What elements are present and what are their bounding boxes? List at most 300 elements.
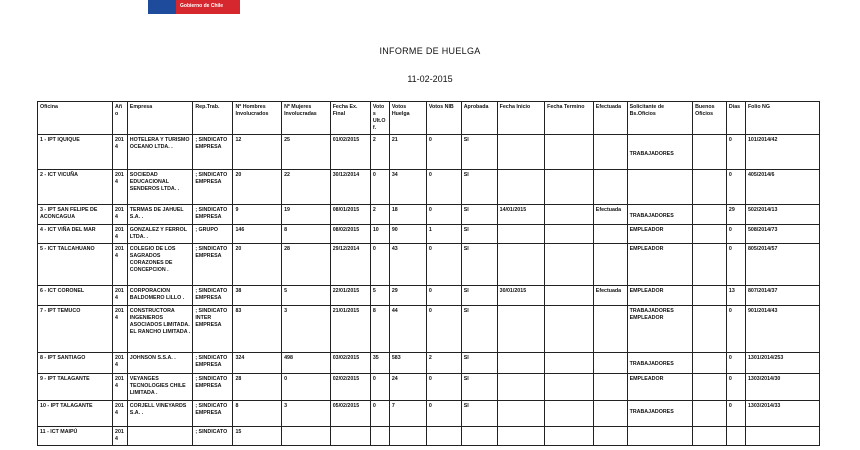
table-cell [127, 401, 193, 427]
table-cell [593, 225, 627, 244]
cell-text: 101/2014/42 [747, 137, 778, 143]
logo-text: Gobierno de Chile [180, 3, 224, 9]
cell-text: SOCIEDAD EDUCACIONAL SENDEROS LTDA. . [129, 172, 180, 192]
table-cell [113, 225, 128, 244]
table-cell [330, 306, 370, 353]
table-cell [113, 306, 128, 353]
cell-text: SI [463, 137, 469, 143]
cell-text: 10 [372, 227, 379, 233]
table-cell [426, 306, 461, 353]
table-cell [461, 427, 497, 446]
table-cell [330, 135, 370, 170]
col-header: Dias [726, 102, 745, 135]
table-cell [426, 401, 461, 427]
table-cell [389, 170, 426, 205]
table-row [38, 353, 820, 374]
table-cell [370, 306, 389, 353]
table-cell [497, 205, 545, 225]
table-cell [38, 306, 113, 353]
col-header: Votos Huelga [389, 102, 426, 135]
cell-text: 28 [284, 246, 290, 252]
cell-text: 1303/2014/33 [747, 403, 781, 409]
report-title: INFORME DE HUELGA [379, 46, 481, 56]
col-header: Solicitante de Bs.Oficios [627, 102, 693, 135]
table-cell [193, 427, 233, 446]
cell-text: 508/2014/73 [747, 227, 778, 233]
table-cell [627, 374, 693, 401]
cell-text: EMPLEADOR [629, 288, 664, 294]
table-cell [545, 427, 594, 446]
table-cell [461, 401, 497, 427]
cell-text: TRABAJADORES [629, 213, 674, 219]
cell-text: 43 [391, 246, 398, 252]
table-cell [497, 353, 545, 374]
table-cell [370, 135, 389, 170]
table-cell [545, 170, 594, 205]
table-cell [627, 205, 693, 225]
cell-text: ; SINDICATO INTER EMPRESA [195, 308, 228, 328]
table-cell [593, 170, 627, 205]
cell-text: 15 [235, 429, 242, 435]
cell-text: 0 [728, 172, 732, 178]
cell-text: ; SINDICATO EMPRESA [195, 246, 228, 259]
cell-text: 1303/2014/30 [747, 376, 781, 382]
cell-text: 44 [391, 308, 398, 314]
table-cell [193, 306, 233, 353]
table-cell [282, 353, 331, 374]
table-cell [370, 170, 389, 205]
cell-text: 28 [235, 376, 242, 382]
table-row [38, 427, 820, 446]
table-cell [233, 170, 282, 205]
table-cell [426, 135, 461, 170]
table-cell [127, 205, 193, 225]
cell-text: 8 [284, 227, 288, 233]
col-header: Aprobada [461, 102, 497, 135]
cell-text: 0 [428, 207, 432, 213]
cell-text: SI [463, 172, 469, 178]
table-cell [627, 135, 693, 170]
table-cell [127, 170, 193, 205]
table-cell [545, 401, 594, 427]
cell-text: EMPLEADOR [629, 227, 664, 233]
table-cell [38, 225, 113, 244]
table-cell [745, 401, 819, 427]
table-cell [497, 244, 545, 286]
cell-text: 21 [391, 137, 398, 143]
table-cell [233, 401, 282, 427]
table-cell [593, 306, 627, 353]
cell-text: 2014 [115, 137, 124, 150]
cell-text: 02/02/2015 [332, 376, 360, 382]
cell-text: 90 [391, 227, 398, 233]
col-header: Rep.Trab. [193, 102, 233, 135]
cell-text: ; SINDICATO EMPRESA [195, 288, 228, 301]
table-cell [113, 286, 128, 306]
cell-text: SI [463, 207, 469, 213]
cell-text: 498 [284, 355, 293, 361]
cell-text: 146 [235, 227, 245, 233]
table-cell [726, 401, 745, 427]
col-header: Votos Ult.Of. [370, 102, 389, 135]
cell-text: 0 [728, 376, 732, 382]
table-cell [745, 353, 819, 374]
table-cell [38, 427, 113, 446]
table-cell [127, 225, 193, 244]
table-cell [282, 374, 331, 401]
table-cell [726, 225, 745, 244]
cell-text: 22 [284, 172, 290, 178]
cell-text: JOHNSON S.S.A. . [129, 355, 176, 361]
table-cell [593, 374, 627, 401]
logo-blue-block [148, 0, 176, 14]
cell-text: 2014 [115, 355, 124, 368]
table-cell [426, 427, 461, 446]
cell-text: 1301/2014/253 [747, 355, 784, 361]
col-header: Nº Hombres Involucrados [233, 102, 282, 135]
table-cell [389, 374, 426, 401]
table-cell [693, 286, 727, 306]
cell-text: ; SINDICATO EMPRESA [195, 172, 228, 185]
cell-text: 0 [728, 227, 732, 233]
table-cell [127, 353, 193, 374]
cell-text: 21/01/2015 [332, 308, 360, 314]
cell-text: 22/01/2015 [332, 288, 360, 294]
cell-text: SI [463, 246, 469, 252]
table-cell [233, 374, 282, 401]
table-cell [593, 205, 627, 225]
table-cell [627, 353, 693, 374]
cell-text: 0 [428, 137, 432, 143]
cell-text: 324 [235, 355, 245, 361]
table-cell [38, 135, 113, 170]
cell-text: 2014 [115, 207, 124, 220]
table-cell [282, 401, 331, 427]
cell-text: 01/02/2015 [332, 137, 360, 143]
cell-text: TRABAJADORES [629, 361, 674, 367]
table-cell [726, 306, 745, 353]
cell-text: 2 - ICT VICUÑA [40, 172, 78, 178]
table-cell [330, 170, 370, 205]
table-cell [389, 244, 426, 286]
cell-text: TRABAJADORES [629, 409, 674, 415]
table-row [38, 374, 820, 401]
table-cell [497, 170, 545, 205]
col-header: Empresa [127, 102, 193, 135]
table-cell [282, 306, 331, 353]
cell-text: 0 [728, 308, 732, 314]
table-cell [282, 244, 331, 286]
table-cell [745, 374, 819, 401]
table-cell [627, 225, 693, 244]
table-cell [461, 225, 497, 244]
col-header: Votos NIB [426, 102, 461, 135]
cell-text: 9 [235, 207, 239, 213]
cell-text: 0 [428, 172, 432, 178]
cell-text: 2014 [115, 308, 124, 321]
table-cell [193, 401, 233, 427]
table-cell [330, 244, 370, 286]
cell-text: 13 [728, 288, 735, 294]
table-cell [127, 374, 193, 401]
table-cell [389, 286, 426, 306]
cell-text: ; SINDICATO EMPRESA [195, 355, 228, 368]
table-row [38, 170, 820, 205]
cell-text: GONZALEZ Y FERROL LTDA. . [129, 227, 187, 240]
table-cell [233, 353, 282, 374]
cell-text: 34 [391, 172, 398, 178]
cell-text: SI [463, 288, 469, 294]
cell-text: 24 [391, 376, 398, 382]
table-cell [545, 306, 594, 353]
table-cell [745, 286, 819, 306]
cell-text: 20 [235, 172, 242, 178]
table-cell [745, 244, 819, 286]
table-cell [693, 170, 727, 205]
cell-text: 29/12/2014 [332, 246, 360, 252]
table-cell [426, 170, 461, 205]
table-cell [389, 401, 426, 427]
cell-text: 12 [235, 137, 242, 143]
table-cell [127, 286, 193, 306]
table-cell [113, 205, 128, 225]
cell-text: 3 - IPT SAN FELIPE DE ACONCAGUA [40, 207, 98, 220]
table-cell [193, 135, 233, 170]
cell-text: 0 [372, 172, 376, 178]
cell-text: 83 [235, 308, 242, 314]
cell-text: 30/12/2014 [332, 172, 360, 178]
table-cell [461, 306, 497, 353]
table-cell [389, 306, 426, 353]
cell-text: 8 [235, 403, 239, 409]
cell-text: SI [463, 308, 469, 314]
col-header: Año [113, 102, 128, 135]
table-cell [545, 205, 594, 225]
table-cell [113, 401, 128, 427]
cell-text: ; SINDICATO [195, 429, 228, 435]
table-cell [370, 286, 389, 306]
table-cell [282, 170, 331, 205]
table-row [38, 205, 820, 225]
table-cell [113, 353, 128, 374]
table-cell [38, 286, 113, 306]
table-cell [193, 170, 233, 205]
table-cell [545, 225, 594, 244]
table-cell [497, 225, 545, 244]
col-header: Folio NG [745, 102, 819, 135]
col-header: Fecha Ex. Final [330, 102, 370, 135]
cell-text: 0 [428, 288, 432, 294]
table-cell [233, 427, 282, 446]
col-header: Oficina [38, 102, 113, 135]
cell-text: ; SINDICATO EMPRESA [195, 137, 228, 150]
table-cell [233, 244, 282, 286]
table-cell [370, 244, 389, 286]
cell-text: EMPLEADOR [629, 246, 664, 252]
table-cell [745, 306, 819, 353]
cell-text: 3 [284, 403, 288, 409]
table-cell [330, 374, 370, 401]
table-cell [426, 244, 461, 286]
cell-text: 2 [372, 137, 376, 143]
table-cell [233, 135, 282, 170]
cell-text: 2014 [115, 288, 124, 301]
cell-text: 0 [372, 246, 376, 252]
table-cell [330, 353, 370, 374]
table-cell [370, 427, 389, 446]
cell-text: ; SINDICATO EMPRESA [195, 376, 228, 389]
cell-text: 25 [284, 137, 290, 143]
col-header: Fecha Termino [545, 102, 594, 135]
table-cell [330, 427, 370, 446]
cell-text: 18 [391, 207, 398, 213]
cell-text: 5 [284, 288, 288, 294]
table-cell [389, 353, 426, 374]
table-cell [389, 225, 426, 244]
table-cell [693, 205, 727, 225]
cell-text: 0 [284, 376, 288, 382]
table-cell [113, 374, 128, 401]
table-cell [497, 135, 545, 170]
table-cell [282, 205, 331, 225]
cell-text: ; SINDICATO EMPRESA [195, 403, 228, 416]
cell-text: 7 - IPT TEMUCO [40, 308, 81, 314]
col-header: Buenos Oficios [693, 102, 727, 135]
table-cell [426, 225, 461, 244]
table-cell [127, 427, 193, 446]
cell-text: VEYANGES TECNOLOGIES CHILE LIMITADA . [129, 376, 186, 396]
cell-text: TRABAJADORES EMPLEADOR [629, 308, 674, 321]
cell-text: 0 [428, 403, 432, 409]
cell-text: 2 [372, 207, 376, 213]
table-cell [726, 374, 745, 401]
cell-text: 2014 [115, 403, 124, 416]
table-cell [545, 286, 594, 306]
table-cell [370, 225, 389, 244]
table-row [38, 286, 820, 306]
table-cell [593, 427, 627, 446]
table-cell [693, 135, 727, 170]
cell-text: 502/2014/13 [747, 207, 778, 213]
table-cell [233, 225, 282, 244]
cell-text: 805/2014/57 [747, 246, 778, 252]
cell-text: 08/02/2015 [332, 227, 360, 233]
cell-text: 1 [428, 227, 432, 233]
table-cell [233, 286, 282, 306]
cell-text: 11 - ICT MAIPÚ [40, 429, 78, 435]
table-cell [426, 374, 461, 401]
table-row [38, 135, 820, 170]
table-cell [461, 135, 497, 170]
cell-text: 0 [372, 376, 376, 382]
cell-text: TERMAS DE JAHUEL S.A. . [129, 207, 184, 220]
table-cell [330, 286, 370, 306]
table-cell [113, 170, 128, 205]
table-cell [593, 135, 627, 170]
gobierno-logo [148, 0, 240, 14]
cell-text: Efectuada [595, 207, 622, 213]
col-header: Efectuada [593, 102, 627, 135]
table-cell [693, 306, 727, 353]
cell-text: 0 [372, 403, 376, 409]
table-cell [497, 401, 545, 427]
table-cell [627, 286, 693, 306]
cell-text: 0 [728, 403, 732, 409]
cell-text: 14/01/2015 [499, 207, 527, 213]
table-cell [426, 286, 461, 306]
cell-text: 10 - IPT TALAGANTE [40, 403, 93, 409]
table-cell [593, 286, 627, 306]
table-cell [127, 306, 193, 353]
table-cell [461, 374, 497, 401]
cell-text: SI [463, 403, 469, 409]
table-cell [38, 374, 113, 401]
table-cell [745, 170, 819, 205]
cell-text: 03/02/2015 [332, 355, 360, 361]
cell-text: 0 [428, 308, 432, 314]
cell-text: 901/2014/43 [747, 308, 778, 314]
table-cell [627, 401, 693, 427]
cell-text: 3 [284, 308, 288, 314]
cell-text: CORJELL VINEYARDS S.A. . [129, 403, 187, 416]
logo-red-block [176, 0, 240, 14]
strike-report-table [37, 101, 820, 446]
table-cell [497, 306, 545, 353]
table-cell [113, 135, 128, 170]
table-cell [38, 353, 113, 374]
cell-text: CONSTRUCTORA INGENIEROS ASOCIADOS LIMITADA. EL RANCHO LIMITADA . [129, 308, 191, 335]
table-cell [545, 374, 594, 401]
cell-text: CORPORACION BALDOMERO LILLO . [129, 288, 185, 301]
cell-text: 2 [428, 355, 432, 361]
cell-text: 4 - ICT VIÑA DEL MAR [40, 227, 96, 233]
table-cell [282, 225, 331, 244]
cell-text: Efectuada [595, 288, 622, 294]
table-cell [593, 401, 627, 427]
table-cell [113, 244, 128, 286]
cell-text: 8 [372, 308, 376, 314]
table-cell [38, 401, 113, 427]
cell-text: SI [463, 355, 469, 361]
table-header-row [38, 102, 820, 135]
cell-text: HOTELERA Y TURISMO OCEANO LTDA. . [129, 137, 190, 150]
cell-text: 5 [372, 288, 376, 294]
table-cell [330, 205, 370, 225]
table-cell [233, 306, 282, 353]
cell-text: 1 - IPT IQUIQUE [40, 137, 80, 143]
cell-text: 30/01/2015 [499, 288, 527, 294]
table-row [38, 306, 820, 353]
table-cell [627, 306, 693, 353]
cell-text: 35 [372, 355, 379, 361]
table-cell [127, 244, 193, 286]
cell-text: 6 - ICT CORONEL [40, 288, 85, 294]
table-cell [693, 401, 727, 427]
table-cell [497, 374, 545, 401]
cell-text: 20 [235, 246, 242, 252]
cell-text: 2014 [115, 246, 124, 259]
table-cell [193, 353, 233, 374]
table-row [38, 225, 820, 244]
table-cell [497, 286, 545, 306]
table-cell [745, 205, 819, 225]
cell-text: 29 [728, 207, 735, 213]
cell-text: 0 [728, 246, 732, 252]
cell-text: 9 - IPT TALAGANTE [40, 376, 90, 382]
table-row [38, 401, 820, 427]
cell-text: 0 [728, 355, 732, 361]
table-cell [282, 286, 331, 306]
